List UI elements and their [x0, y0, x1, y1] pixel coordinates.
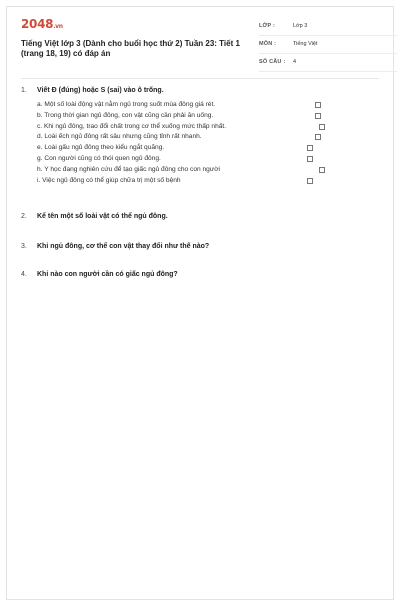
item-text: a. Một số loài động vật nằm ngủ trong suốt mùa đông giá rét. [37, 101, 216, 108]
meta-value-subject: Tiếng Việt [293, 41, 318, 47]
question-text: Khi ngủ đông, cơ thể con vật thay đổi như thế nào? [37, 243, 210, 250]
answer-checkbox[interactable] [315, 113, 321, 119]
answer-checkbox[interactable] [315, 134, 321, 140]
true-false-item-h [37, 166, 379, 177]
header-divider [21, 78, 379, 79]
item-text: i. Việc ngủ đông có thể giúp chữa trị một số bệnh [37, 176, 181, 184]
meta-value-question-count: 4 [293, 59, 297, 65]
site-logo[interactable] [21, 17, 63, 31]
meta-info [259, 20, 397, 74]
question-text: Khi nào con người cần có giấc ngủ đông? [37, 271, 178, 278]
meta-label-question-count: SỐ CÂU : [259, 59, 286, 65]
meta-divider [259, 35, 397, 36]
question-number: 1. [21, 87, 27, 94]
answer-checkbox[interactable] [307, 156, 313, 162]
true-false-item-a [37, 101, 379, 112]
meta-divider [259, 71, 397, 72]
question-number: 3. [21, 243, 27, 250]
document-title: Tiếng Việt lớp 3 (Dành cho buổi học thứ 2) Tuần 23: Tiết 1 (trang 18, 19) có đáp án [21, 39, 240, 58]
item-text: d. Loài ếch ngủ đông rất sâu nhưng cũng tỉnh rất nhanh. [37, 133, 202, 141]
true-false-item-g [37, 155, 379, 166]
meta-value-class: Lớp 3 [293, 23, 308, 29]
true-false-items [37, 101, 379, 187]
answer-checkbox[interactable] [315, 102, 321, 108]
answer-checkbox[interactable] [319, 124, 325, 130]
item-text: e. Loài gấu ngủ đông theo kiểu ngắt quãng. [37, 144, 165, 152]
question-number: 4. [21, 271, 27, 278]
worksheet-page [6, 6, 394, 600]
logo-main-text: 2048 [21, 17, 54, 31]
meta-label-class: LỚP : [259, 23, 275, 29]
item-text: c. Khi ngủ đông, trao đổi chất trong cơ thể xuống mức thấp nhất. [37, 122, 227, 130]
meta-divider [259, 53, 397, 54]
worksheet-header [21, 15, 379, 77]
answer-checkbox[interactable] [307, 178, 313, 184]
meta-row-question-count [259, 56, 397, 74]
true-false-item-d [37, 133, 379, 144]
meta-label-subject: MÔN : [259, 41, 277, 47]
item-text: g. Con người cũng có thói quen ngủ đông. [37, 154, 161, 162]
meta-row-class [259, 20, 397, 38]
meta-row-subject [259, 38, 397, 56]
true-false-item-i [37, 177, 379, 188]
logo-suffix-text: .vn [53, 23, 63, 30]
item-text: b. Trong thời gian ngủ đông, con vật cũng cần phải ăn uống. [37, 111, 214, 119]
question-text: Viết Đ (đúng) hoặc S (sai) vào ô trống. [37, 87, 164, 94]
true-false-item-e [37, 144, 379, 155]
true-false-item-c [37, 123, 379, 134]
question-text: Kể tên một số loài vật có thể ngủ đông. [37, 213, 168, 220]
answer-checkbox[interactable] [307, 145, 313, 151]
item-text: h. Y học đang nghiên cứu để tạo giấc ngủ đông cho con người [37, 165, 221, 173]
true-false-item-b [37, 112, 379, 123]
question-number: 2. [21, 213, 27, 220]
answer-checkbox[interactable] [319, 167, 325, 173]
